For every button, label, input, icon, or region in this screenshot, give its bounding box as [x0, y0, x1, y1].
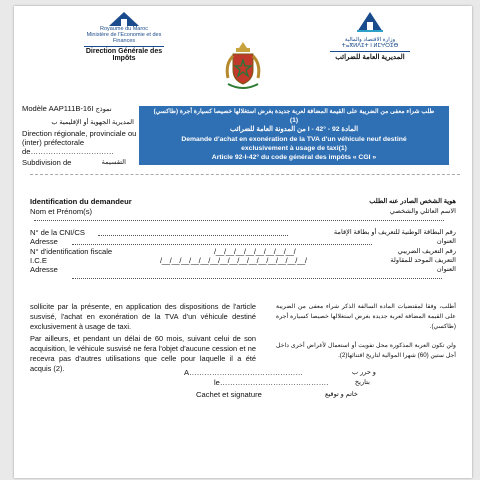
separator-top	[30, 174, 460, 175]
ministry-line-1: Royaume du Maroc	[100, 26, 148, 32]
ministry-logo-right	[330, 12, 410, 61]
field-ice-label: I.C.E	[30, 256, 47, 265]
body-fr-2: Par ailleurs, et pendant un délai de 60 mois, suivant celui de son acquisition, le véhicule susvisé ne fera l'objet d'aucune cession et ne recevra pas d'autres utilisations que celle pour laquelle il a été acquis (2).	[30, 333, 256, 374]
field-name-input[interactable]	[34, 220, 444, 221]
identification-title-ar: هوية الشخص الصادر عنه الطلب	[369, 198, 456, 205]
form-page	[14, 6, 472, 478]
title-fr-1: Demande d'achat en exonération de la TVA d'un véhicule neuf destiné	[181, 135, 407, 143]
field-address2-label: Adresse	[30, 265, 58, 274]
tifinagh-line: ⵜⴰⴳⵍⴷⵉⵜ ⵏ ⵍⵎⵖⵔⵉⴱ	[341, 43, 399, 49]
title-fr-3: Article 92-I-42° du code général des impôts « CGI »	[211, 154, 377, 162]
sign-place-fr[interactable]: A………………………………………	[184, 368, 303, 377]
field-cni-label: N° de la CNI/CS	[30, 228, 85, 237]
dgi-emblem-icon	[109, 12, 139, 26]
title-ar-1: طلب شراء معفى من الضريبة على القيمة المضافة لعربة جديدة بغرض استغلالها خصيصا كسيارة أجرة (طاكسي)	[153, 108, 435, 115]
form-title-box	[139, 106, 449, 165]
direction-line-2: (inter) préfectorale	[22, 138, 85, 147]
subdivision-label-ar: التقسيمة	[101, 159, 126, 166]
direction-line-1: Direction régionale, provinciale ou	[22, 129, 137, 138]
sign-cachet-fr: Cachet et signature	[196, 390, 262, 399]
coat-of-arms-icon	[222, 40, 264, 92]
body-ar	[276, 302, 456, 361]
direction-line-3: de……………………………	[22, 147, 114, 156]
field-name-label-ar: الاسم العائلي والشخصي	[389, 208, 456, 215]
field-if-input[interactable]: /__/__/__/__/__/__/__/__/	[214, 247, 296, 256]
field-cni-input[interactable]	[98, 235, 288, 236]
field-address2-label-ar: العنوان	[436, 266, 456, 273]
dgi-title-ar: المديرية العامة للضرائب	[335, 54, 405, 61]
field-if-label-ar: رقم التعريف الضريبي	[397, 248, 456, 255]
ministry-ar: وزارة الاقتصاد والمالية	[344, 37, 396, 43]
sign-date-ar: بتاريخ	[354, 379, 370, 386]
field-ice-input[interactable]: /__/__/__/__/__/__/__/__/__/__/__/__/__/__/__/	[160, 256, 307, 265]
sign-date-fr[interactable]: le…………………………………….	[214, 378, 329, 387]
ministry-line-2: Ministère de l'Economie et des Finances	[86, 32, 162, 44]
ministry-emblem-icon	[357, 12, 383, 32]
title-ar-3: المادة 92 - I - 42° من المدونة العامة للضرائب	[230, 126, 358, 134]
field-name-label: Nom et Prénom(s)	[30, 207, 93, 216]
subdivision-label: Subdivision de	[22, 158, 72, 167]
model-label: Modèle AAP111B-16I	[22, 104, 94, 113]
field-address2-input[interactable]	[72, 278, 442, 279]
field-address-label: Adresse	[30, 237, 58, 246]
field-if-label: N° d'identification fiscale	[30, 247, 113, 256]
title-fr-2: exclusivement à usage de taxi(1)	[241, 144, 347, 152]
field-ice-label-ar: التعريف الموحد للمقاولة	[390, 257, 456, 264]
field-address-input[interactable]	[72, 244, 372, 245]
field-cni-label-ar: رقم البطاقة الوطنية للتعريف أو بطاقة الإقامة	[333, 229, 456, 236]
body-ar-2: ولن تكون العربة المذكورة محل تفويت أو استعمال لأغراض أخرى داخل أجل ستين (60) شهرا الموالية لتاريخ اقتنائها(2).	[276, 341, 456, 359]
direction-ar: المديرية الجهوية أو الإقليمية ب	[51, 119, 134, 126]
title-ar-2: (1)	[289, 117, 299, 125]
field-address-label-ar: العنوان	[436, 238, 456, 245]
body-fr	[30, 302, 256, 374]
sign-place-ar: و حرر ب	[352, 369, 376, 376]
identification-title-fr: Identification du demandeur	[30, 197, 132, 206]
body-ar-1: أطلب، وفقا لمقتضيات المادة السالفة الذكر شراء معفى من الضريبة على القيمة المضافة لعربة جديدة بغرض استغلالها خصيصا كسيارة أجرة (طاكسي).	[276, 303, 456, 331]
sign-cachet-ar: خاتم و توقيع	[324, 391, 358, 398]
dgi-title-fr: Direction Générale des Impôts	[85, 48, 163, 62]
ministry-logo-left	[84, 12, 164, 62]
body-fr-1: sollicite par la présente, en application des dispositions de l'article susvisé, l'achat en exonération de la TVA d'un véhicule destiné exclusivement à usage de taxi.	[30, 302, 256, 332]
model-label-ar: نموذج	[95, 106, 112, 113]
